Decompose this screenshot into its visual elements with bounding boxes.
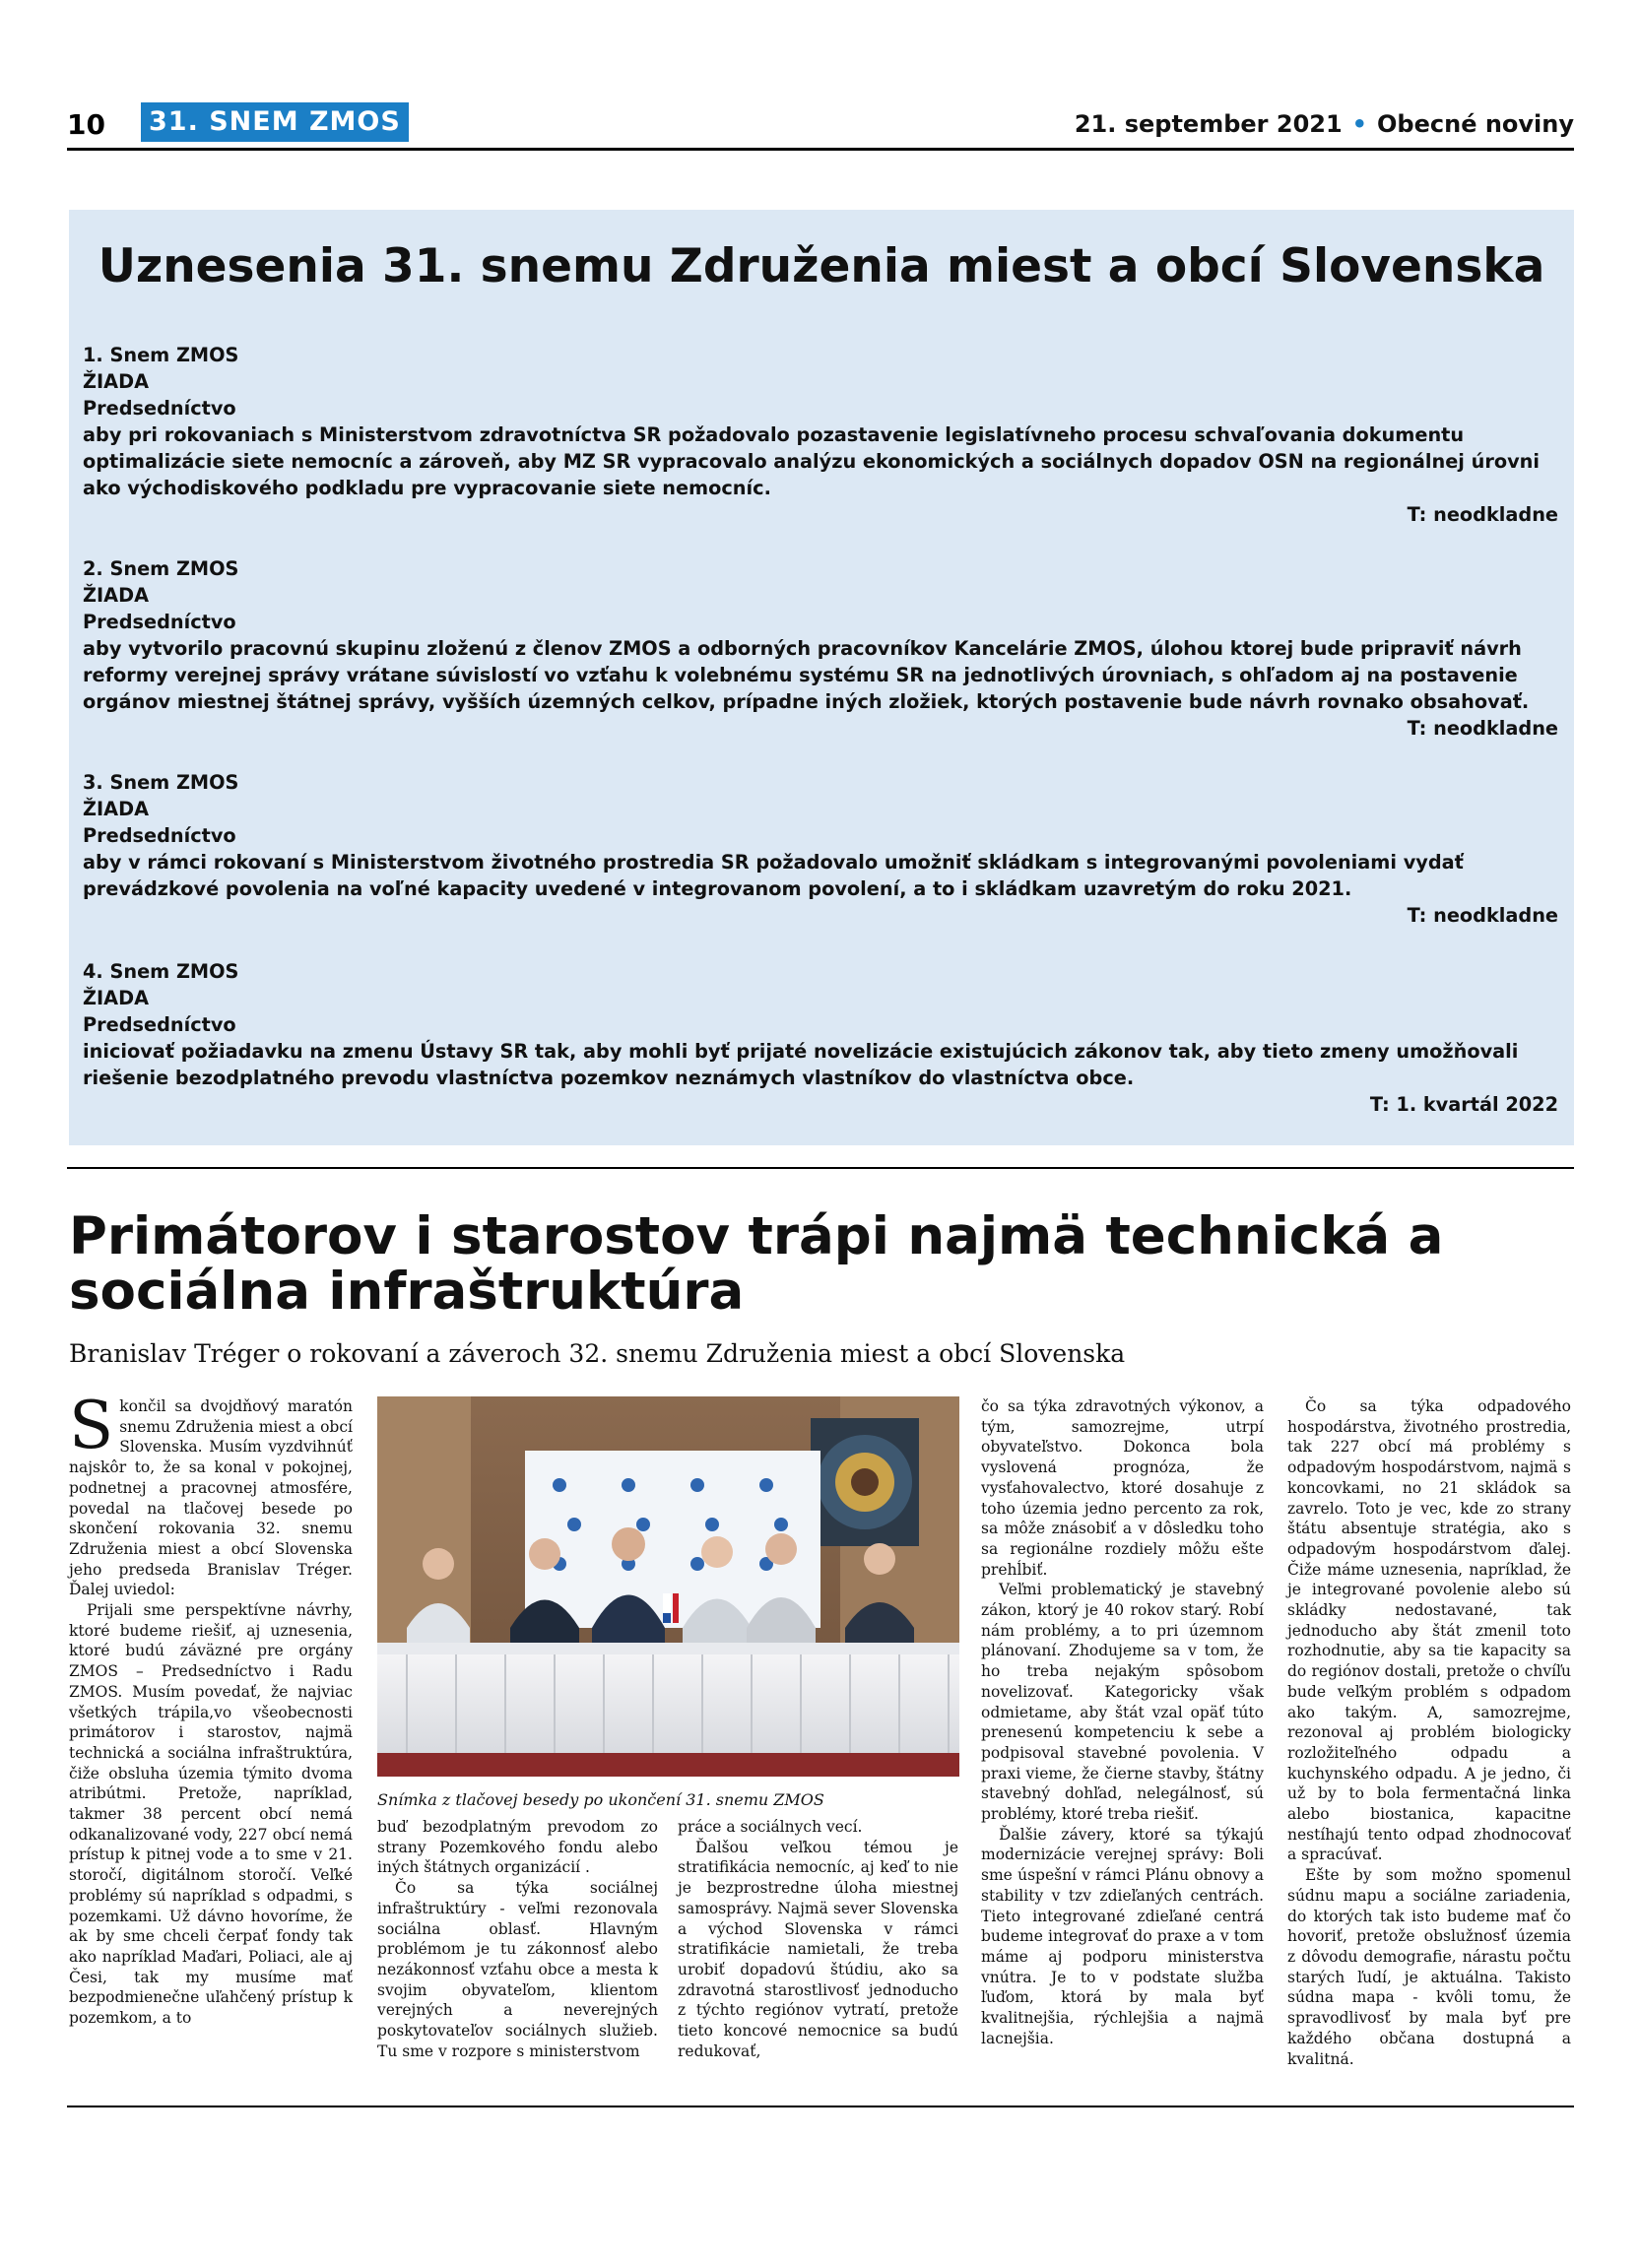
resolution-term: T: neodkladne <box>1407 503 1558 526</box>
publication-name: Obecné noviny <box>1377 110 1574 138</box>
article-paragraph <box>69 1388 353 1600</box>
resolution-action: ŽIADA <box>83 798 150 820</box>
resolution-item <box>83 958 1558 1118</box>
resolution-item <box>83 769 1558 929</box>
drop-cap: S <box>69 1388 114 1463</box>
press-conference-photo <box>377 1396 959 1777</box>
resolution-term: T: neodkladne <box>1407 904 1558 927</box>
page-number: 10 <box>67 108 105 141</box>
resolution-body: aby v rámci rokovaní s Ministerstvom životného prostredia SR požadovalo umožniť skládkam s integrovanými povoleniami vydať prevádzkové povolenia na voľné kapacity uvedené v integrovanom povolení, a to i skládkam uzavretým do roku 2021. <box>83 851 1464 900</box>
article-column-5 <box>1287 1396 1571 2069</box>
article-paragraph: Ďalšou veľkou témou je stratifikácia nemocníc, aj keď to nie je bezprostredne úloha miestnej samosprávy. Najmä sever Slovenska a východ Slovenska v rámci stratifikácie namietali, že treba urobiť dopadovú štúdiu, ako sa zdravotná starostlivosť jednoducho z týchto regiónov vytratí, pretože tieto koncové nemocnice sa budú redukovať, <box>678 1838 958 2060</box>
issue-date: 21. september 2021 <box>1074 110 1343 138</box>
article-paragraph: Čo sa týka sociálnej infraštruktúry - veľmi rezonovala sociálna oblasť. Hlavným problémom je tu zákonnosť alebo nezákonnosť vzťahu obce a mesta k svojim obyvateľom, klientom verejných a neverejných poskytovateľov sociálnych služieb. Tu sme v rozpore s ministerstvom <box>377 1879 658 2060</box>
article-paragraph: Čo sa týka odpadového hospodárstva, životného prostredia, tak 227 obcí má problémy s odpadovým hospodárstvom, najmä s koncovkami, no 21 skládok sa zavrelo. Toto je vec, kde zo strany štátu absentuje stratégia, ako s odpadovým hospodárstvom ďalej. Čiže máme uznesenia, napríklad, že je integrované povolenie alebo sú skládky nedostavané, tak jednoducho aby štát zmenil toto rozhodnutie, aby sa tie kapacity sa do regiónov dostali, pretože o chvíľu bude veľkým problém s odpadom ako takým. A, samozrejme, rezonoval aj problém biologicky rozložiteľného odpadu a kuchynského odpadu. A je jedno, či už by to bola fermentačná linka alebo biostanica, kapacitne nestíhajú tento odpad zhodnocovať a spracúvať. <box>1287 1397 1571 1864</box>
footer-rule <box>67 2106 1574 2107</box>
article-paragraph: práce a sociálnych vecí. <box>678 1818 863 1836</box>
header-rule <box>67 148 1574 151</box>
resolution-addressee: Predsedníctvo <box>83 1013 236 1036</box>
paragraph-text: končil sa dvojdňový maratón snemu Združenia miest a obcí Slovenska. Musím vyzdvihnúť najskôr to, že sa konal v pokojnej, podnetnej a pracovnej atmosfére, povedal na tlačovej besede po skončení rokovania 32. snemu Združenia miest a obcí Slovenska jeho predseda Branislav Tréger. Ďalej uviedol: <box>69 1397 353 1599</box>
resolution-number: 2. Snem ZMOS <box>83 557 239 580</box>
resolution-number: 1. Snem ZMOS <box>83 344 239 366</box>
resolution-body: aby pri rokovaniach s Ministerstvom zdravotníctva SR požadovalo pozastavenie legislatívneho procesu schvaľovania dokumentu optimalizácie siete nemocníc a zároveň, aby MZ SR vypracovalo analýzu ekonomických a sociálnych dopadov OSN na regionálnej úrovni ako východiskového podkladu pre vypracovanie siete nemocníc. <box>83 423 1541 499</box>
article-paragraph: čo sa týka zdravotných výkonov, a tým, samozrejme, utrpí obyvateľstvo. Dokonca bola vyslovená prognóza, že vysťahovalectvo, ktoré dosahuje z toho územia jedno percento za rok, sa môže znásobiť a v dôsledku toho sa regionálne rozdiely môžu ešte prehĺbiť. <box>981 1397 1264 1579</box>
resolution-addressee: Predsedníctvo <box>83 611 236 633</box>
resolution-body: iniciovať požiadavku na zmenu Ústavy SR tak, aby mohli byť prijaté novelizácie existujúcich zákonov tak, aby tieto zmeny umožňovali riešenie bezodplatného prevodu vlastníctva pozemkov neznámych vlastníkov do vlastníctva obce. <box>83 1040 1519 1089</box>
article-column-1 <box>69 1388 353 2029</box>
resolution-number: 4. Snem ZMOS <box>83 960 239 983</box>
article-paragraph: Veľmi problematický je stavebný zákon, ktorý je 40 rokov starý. Robí nám problémy, a to pri územnom plánovaní. Zhodujeme sa v tom, že ho treba nejakým spôsobom novelizovať. Kategoricky však odmietame, aby štát vzal opäť túto prenesenú kompetenciu k sebe a podpisoval stavebné povolenia. V praxi vieme, že čierne stavby, štátny stavebný dohľad, nelegálnosť, sú problémy, ktoré treba riešiť. <box>981 1581 1264 1824</box>
resolution-number: 3. Snem ZMOS <box>83 771 239 794</box>
resolution-item <box>83 342 1558 528</box>
article-paragraph: Ďalšie závery, ktoré sa týkajú modernizácie verejnej správy: Boli sme úspešní v rámci Plánu obnovy a stability v tzv zdieľaných centrách. Tieto integrované zdieľané centrá budeme integrovať do praxe a v tom máme aj podporu ministerstva vnútra. Je to v podstate služba ľuďom, ktorá by mala byť kvalitnejšia, rýchlejšia a najmä lacnejšia. <box>981 1825 1264 2047</box>
resolution-item <box>83 555 1558 742</box>
resolutions-title: Uznesenia 31. snemu Združenia miest a obcí Slovenska <box>98 239 1545 293</box>
resolution-action: ŽIADA <box>83 584 150 607</box>
resolution-addressee: Predsedníctvo <box>83 824 236 847</box>
resolution-term: T: 1. kvartál 2022 <box>1369 1093 1558 1116</box>
article-column-2 <box>377 1817 658 2061</box>
issue-info <box>1075 110 1574 138</box>
resolution-action: ŽIADA <box>83 987 150 1009</box>
article-paragraph: buď bezodplatným prevodom zo strany Pozemkového fondu alebo iných štátnych organizácií . <box>377 1818 658 1877</box>
article-title: Primátorov i starostov trápi najmä technická a sociálna infraštruktúra <box>69 1206 1444 1322</box>
article-column-3 <box>678 1817 958 2061</box>
resolution-body: aby vytvorilo pracovnú skupinu zloženú z členov ZMOS a odborných pracovníkov Kancelárie ZMOS, úlohou ktorej bude pripraviť návrh reformy verejnej správy vrátane súvislostí vo vzťahu k volebnému systému SR na jednotlivých úrovniach, s ohľadom aj na postavenie orgánov miestnej štátnej správy, vyšších územných celkov, prípadne iných zložiek, ktorých postavenie bude návrh rovnako obsahovať. <box>83 637 1530 713</box>
photo-illustration <box>377 1396 959 1777</box>
article-paragraph: Prijali sme perspektívne návrhy, ktoré budeme riešiť, aj uznesenia, ktoré budú záväzné pre orgány ZMOS – Predsedníctvo i Radu ZMOS. Musím povedať, že najviac všetkých trápila,vo všeobecnosti primátorov i starostov, najmä technická a sociálna infraštruktúra, čiže obsluha územia týmito dvoma atribútmi. Pretože, napríklad, takmer 38 percent obcí nemá odkanalizované vody, 227 obcí nemá prístup k pitnej vode a to sme v 21. storočí, digitálnom storočí. Veľké problémy sú napríklad s odpadmi, s pozemkami. Už dávno hovoríme, že ak by sme chceli čerpať fondy tak ako napríklad Maďari, Poliaci, ale aj Česi, tak my musíme mať bezpodmienečne uľahčený prístup k pozemkom, a to <box>69 1601 353 2028</box>
header-separator: • <box>1351 110 1368 138</box>
page-header <box>67 102 1574 150</box>
section-rule <box>67 1167 1574 1169</box>
section-label: 31. SNEM ZMOS <box>141 102 409 142</box>
article-column-4 <box>981 1396 1264 2049</box>
article-subtitle: Branislav Tréger o rokovaní a záveroch 32. snemu Združenia miest a obcí Slovenska <box>69 1339 1126 1368</box>
resolution-term: T: neodkladne <box>1407 717 1558 740</box>
photo-caption: Snímka z tlačovej besedy po ukončení 31. snemu ZMOS <box>377 1790 824 1809</box>
article-paragraph: Ešte by som možno spomenul súdnu mapu a sociálne zariadenia, do ktorých tak isto budeme mať čo hovoriť, pretože obslužnosť územia z dôvodu demografie, nárastu počtu starých ľudí, je aktuálna. Takisto súdna mapa - kvôli tomu, že spravodlivosť by mala byť pre každého občana dostupná a kvalitná. <box>1287 1866 1571 2068</box>
resolutions-box <box>69 210 1574 1145</box>
resolution-action: ŽIADA <box>83 370 150 393</box>
resolution-addressee: Predsedníctvo <box>83 397 236 420</box>
